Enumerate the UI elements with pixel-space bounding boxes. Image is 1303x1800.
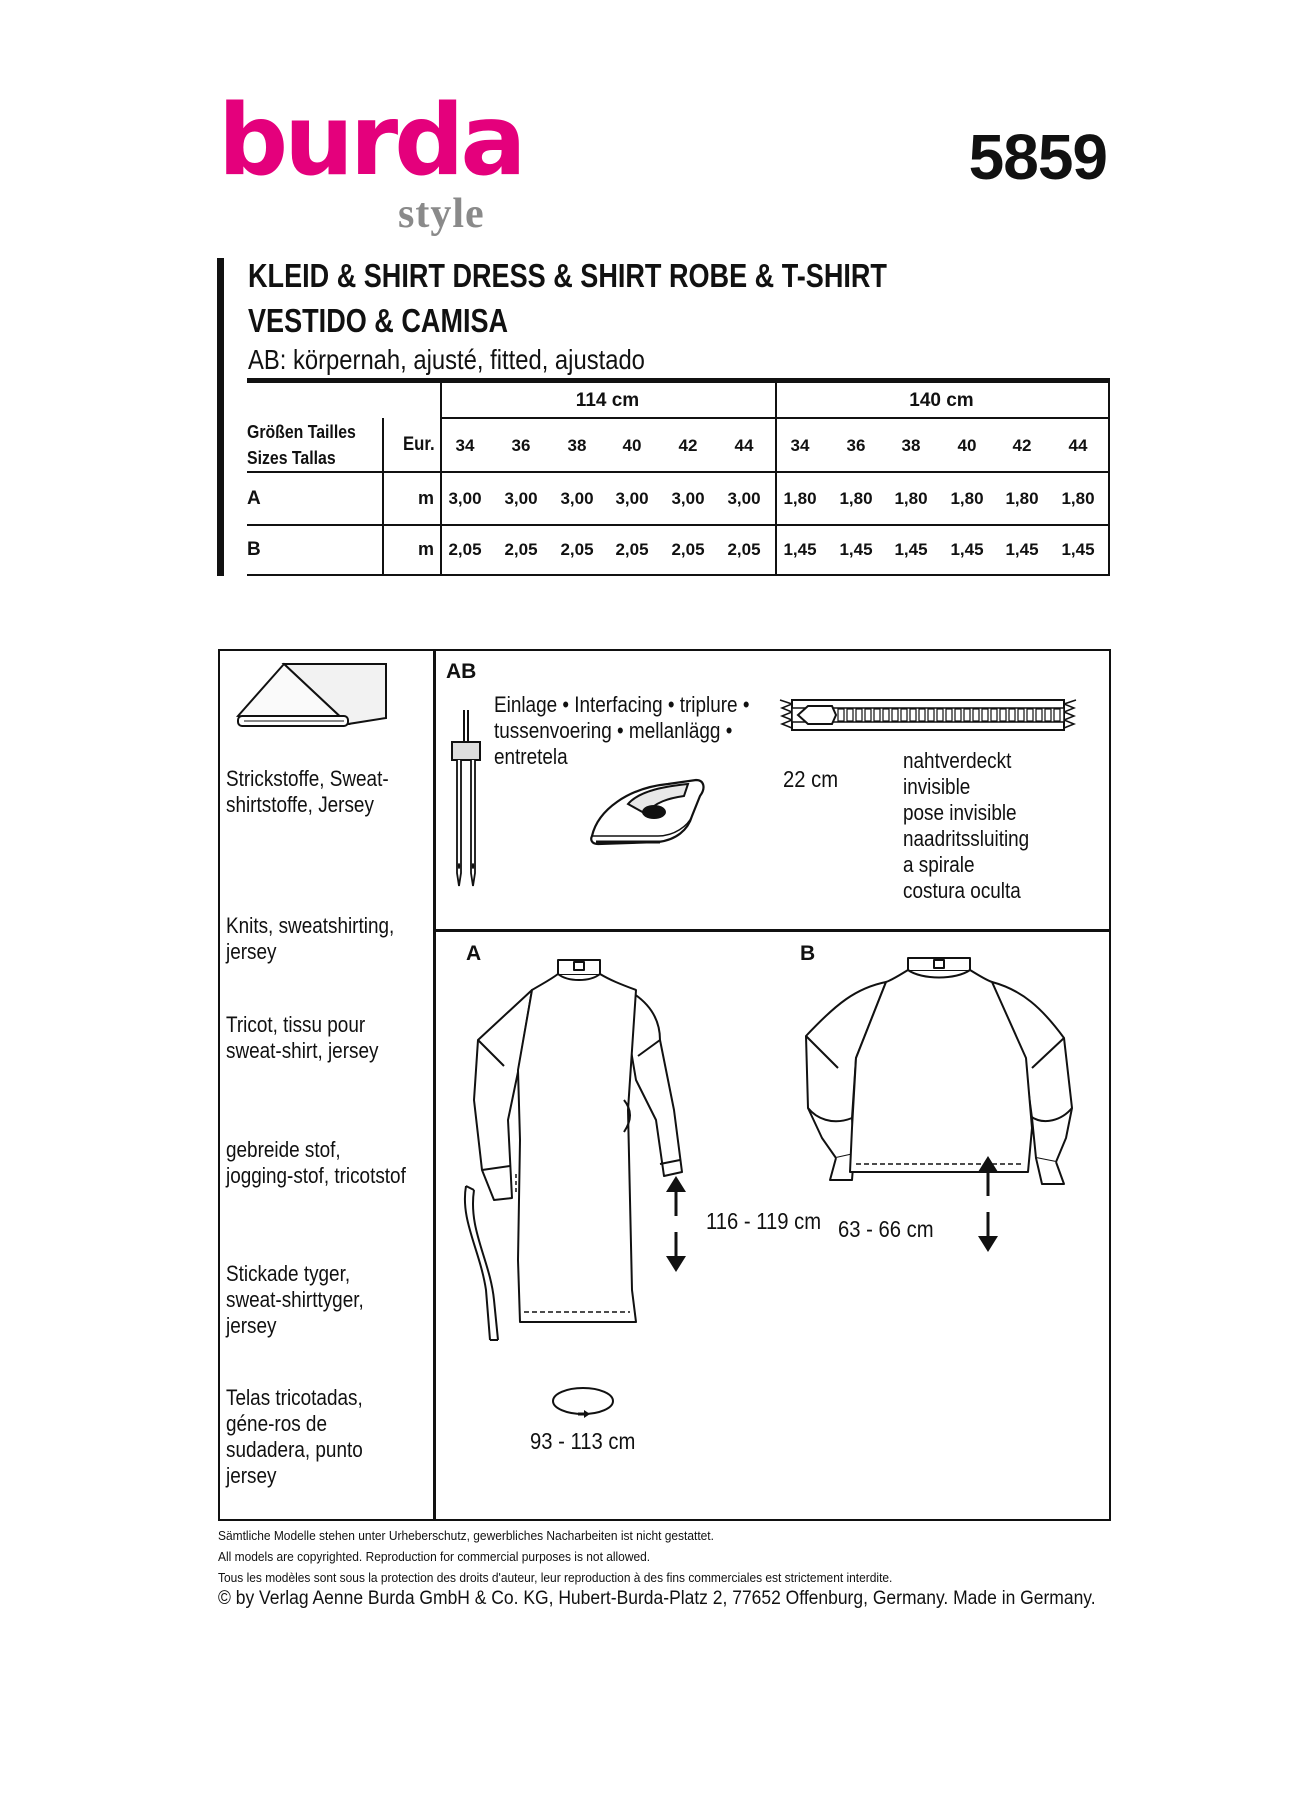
dress-width: 93 - 113 cm [530, 1428, 636, 1454]
yardage-cell: 3,00 [671, 489, 705, 508]
yardage-cell: 1,80 [1005, 489, 1039, 508]
title-line-1: KLEID & SHIRT DRESS & SHIRT ROBE & T-SHIRT [248, 257, 887, 294]
yardage-cell: 3,00 [615, 489, 649, 508]
zipper-type-nl: naadritssluiting [903, 826, 1030, 851]
yardage-cell: 1,45 [1061, 540, 1095, 559]
title-line-2: VESTIDO & CAMISA [248, 302, 509, 339]
zipper-tooth [964, 709, 970, 721]
zipper-tooth [838, 709, 844, 721]
zipper-tooth [1036, 709, 1042, 721]
yardage-cell: 1,45 [839, 540, 873, 559]
size-cell: 42 [1012, 436, 1032, 455]
width-header-140: 140 cm [909, 390, 974, 411]
zipper-tooth [946, 709, 952, 721]
zipper-tooth [856, 709, 862, 721]
dress-length: 116 - 119 cm [706, 1208, 822, 1234]
width-header-114: 114 cm [575, 390, 640, 411]
fabric-nl: gebreide stof, jogging-stof, tricotstof [226, 1137, 406, 1188]
title-accent-bar [217, 258, 224, 576]
zipper-tooth [910, 709, 916, 721]
size-cell: 40 [622, 436, 642, 455]
size-cell: 34 [455, 436, 475, 455]
zipper-tooth [919, 709, 925, 721]
zipper-tooth [847, 709, 853, 721]
zipper-tooth [955, 709, 961, 721]
yardage-cell: 2,05 [727, 540, 761, 559]
fabric-en: Knits, sweatshirting, jersey [226, 913, 395, 964]
zipper-tooth [1018, 709, 1024, 721]
size-label-en-es: Sizes Tallas [247, 448, 336, 468]
zipper-tooth [1000, 709, 1006, 721]
fabric-fr: Tricot, tissu pour sweat-shirt, jersey [226, 1012, 379, 1063]
footer-copyright-en: All models are copyrighted. Reproduction for commercial purposes is not allowed. [218, 1549, 651, 1564]
yardage-cell: 1,80 [783, 489, 817, 508]
interfacing-line-3: entretela [494, 744, 568, 769]
zipper-type-es: costura oculta [903, 878, 1021, 903]
length-arrow-b [976, 1156, 1000, 1252]
fabric-sv: Stickade tyger, sweat-shirttyger, jersey [226, 1261, 364, 1338]
view-b-label: B [800, 942, 816, 965]
zipper-tooth [973, 709, 979, 721]
yardage-cell: 2,05 [448, 540, 482, 559]
zipper-tooth [1009, 709, 1015, 721]
zipper-tooth [991, 709, 997, 721]
zipper-type-en: invisible [903, 774, 971, 799]
zipper-type-fr: pose invisible [903, 800, 1017, 825]
row-unit-a: m [418, 488, 435, 508]
yardage-cell: 1,45 [1005, 540, 1039, 559]
yardage-cell: 3,00 [448, 489, 482, 508]
zipper-tooth [928, 709, 934, 721]
notions-view-label: AB [446, 660, 477, 683]
row-view-a: A [247, 488, 261, 509]
pattern-number: 5859 [968, 121, 1107, 193]
width-ring-icon [548, 1384, 618, 1418]
size-cell: 38 [901, 436, 921, 455]
zipper-type-it: a spirale [903, 852, 975, 877]
zipper-tooth [883, 709, 889, 721]
zipper-tooth [874, 709, 880, 721]
dress-illustration [460, 960, 700, 1370]
size-label-de-fr: Größen Tailles [247, 422, 356, 442]
fabric-de: Strickstoffe, Sweat-shirtstoffe, Jersey [226, 766, 389, 817]
row-unit-b: m [418, 539, 435, 559]
yardage-cell: 1,80 [950, 489, 984, 508]
yardage-cell: 1,80 [1061, 489, 1095, 508]
yardage-cell: 1,80 [894, 489, 928, 508]
yardage-cell: 1,45 [950, 540, 984, 559]
size-cell: 34 [790, 436, 810, 455]
size-cell: 42 [678, 436, 698, 455]
fabric-es: Telas tricotadas, géne-ros de sudadera, punto jersey [226, 1385, 363, 1488]
footer-copyright-de: Sämtliche Modelle stehen unter Urheberschutz, gewerbliches Nacharbeiten ist nicht gestattet. [218, 1528, 714, 1543]
eur-label: Eur. [403, 434, 435, 455]
fit-description [248, 344, 645, 376]
zipper-tooth [982, 709, 988, 721]
zipper-tooth [1045, 709, 1051, 721]
yardage-cell: 2,05 [560, 540, 594, 559]
brand-logo: burda [218, 84, 523, 198]
zipper-tooth [901, 709, 907, 721]
zipper-length: 22 cm [783, 766, 839, 792]
twin-needle-icon [446, 708, 486, 888]
yardage-cell: 1,45 [783, 540, 817, 559]
yardage-cell: 3,00 [504, 489, 538, 508]
yardage-cell: 2,05 [504, 540, 538, 559]
fabric-roll-icon [236, 658, 416, 738]
fit-prefix: AB: [248, 344, 287, 375]
yardage-cell: 1,80 [839, 489, 873, 508]
row-view-b: B [247, 539, 261, 560]
zipper-tooth [1027, 709, 1033, 721]
size-cell: 38 [567, 436, 587, 455]
fit-text: körpernah, ajusté, fitted, ajustado [286, 344, 645, 375]
yardage-cell: 3,00 [560, 489, 594, 508]
yardage-cell: 2,05 [671, 540, 705, 559]
size-cell: 44 [1068, 436, 1088, 455]
size-cell: 40 [957, 436, 977, 455]
shirt-illustration [796, 958, 1086, 1208]
size-cell: 36 [511, 436, 531, 455]
footer-publisher: © by Verlag Aenne Burda GmbH & Co. KG, Hubert-Burda-Platz 2, 77652 Offenburg, Germany. Made in Germany. [218, 1588, 1096, 1609]
shirt-length: 63 - 66 cm [838, 1216, 934, 1242]
footer-copyright-fr: Tous les modèles sont sous la protection des droits d'auteur, leur reproduction à des fins commerciales est strictement interdite. [218, 1570, 893, 1585]
interfacing-line-1: Einlage • Interfacing • triplure • [494, 692, 750, 717]
iron-icon [588, 770, 708, 850]
yardage-cell: 3,00 [727, 489, 761, 508]
yardage-cell: 2,05 [615, 540, 649, 559]
zipper-tooth [865, 709, 871, 721]
interfacing-line-2: tussenvoering • mellanlägg • [494, 718, 733, 743]
zipper-tooth [892, 709, 898, 721]
zipper-type-de: nahtverdeckt [903, 748, 1012, 773]
zipper-icon [778, 694, 1078, 734]
zipper-tooth [1054, 709, 1060, 721]
size-cell: 44 [734, 436, 754, 455]
size-cell: 36 [846, 436, 866, 455]
brand-logo-sub: style [398, 191, 485, 237]
length-arrow-a [664, 1176, 688, 1272]
yardage-cell: 1,45 [894, 540, 928, 559]
zipper-tooth [937, 709, 943, 721]
view-a-label: A [466, 942, 482, 965]
